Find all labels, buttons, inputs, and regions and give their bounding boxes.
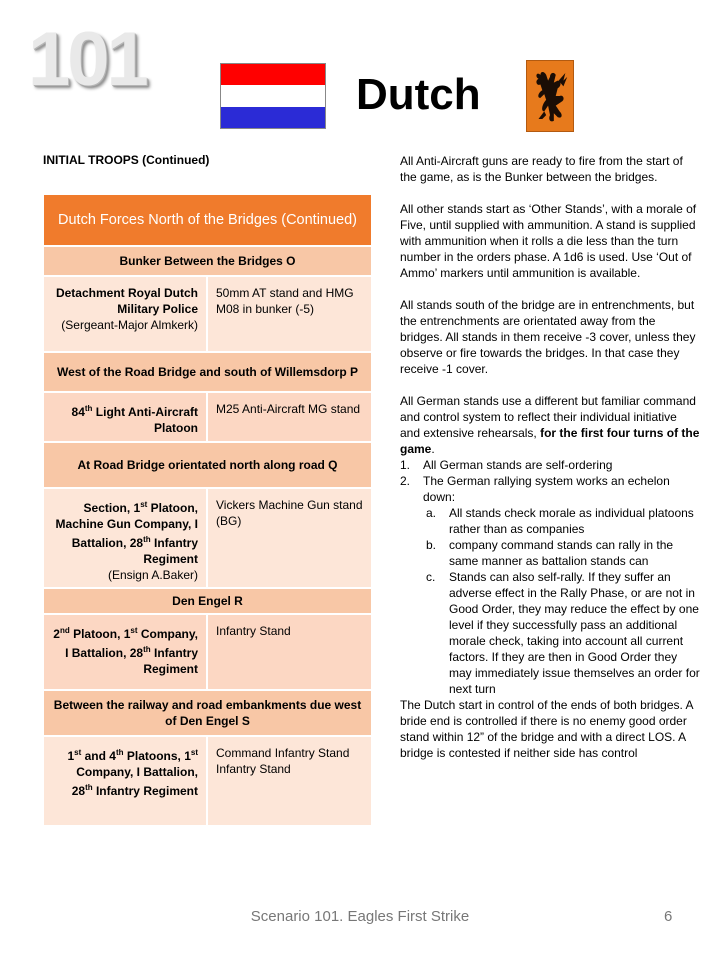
list-item-text: company command stands can rally in the same manner as battalion stands can bbox=[449, 538, 674, 568]
list-marker: b. bbox=[426, 538, 437, 552]
list-marker: 2. bbox=[400, 474, 411, 488]
unit-name bbox=[43, 488, 207, 588]
list-marker: c. bbox=[426, 570, 436, 584]
german-intro: All German stands use a different but familiar command and control system to reflect their individual initiative and extensive rehearsals, bbox=[400, 394, 696, 440]
unit-label: Detachment Royal Dutch Military Police bbox=[55, 286, 198, 316]
page-title: Dutch bbox=[356, 70, 481, 119]
list-item-text: The German rallying system works an echelon down: bbox=[423, 474, 670, 504]
list-item bbox=[400, 457, 700, 473]
scenario-number: 101 bbox=[28, 17, 146, 102]
rule-paragraph: All other stands start as ‘Other Stands’, with a morale of Five, until supplied with ammunition. A stand is supplied with ammunition when it rolls a die less than the turn number in the orders phase. A 1d6 is used. Use ‘Out of Ammo’ markers until ammunition is available. bbox=[400, 202, 697, 280]
location-heading: At Road Bridge orientated north along road Q bbox=[43, 442, 372, 488]
list-item-text: All German stands are self-ordering bbox=[423, 458, 613, 472]
german-rules-list bbox=[400, 457, 700, 505]
forces-table bbox=[42, 193, 373, 827]
german-intro-end: . bbox=[431, 442, 435, 456]
rule-paragraph: The Dutch start in control of the ends of both bridges. A bride end is controlled if there is no enemy good order stand within 12” of the bridge and with a direct LOS. A bridge is contested if neither side has control bbox=[400, 698, 693, 760]
location-heading: Bunker Between the Bridges O bbox=[43, 246, 372, 276]
unit-name bbox=[43, 392, 207, 442]
unit-name bbox=[43, 736, 207, 826]
unit-label: 84th Light Anti-Aircraft Platoon bbox=[71, 404, 198, 435]
location-heading: West of the Road Bridge and south of Willemsdorp P bbox=[43, 352, 372, 392]
list-item bbox=[400, 505, 700, 537]
german-command-paragraph bbox=[400, 393, 700, 457]
unit-stands: Infantry Stand bbox=[207, 614, 372, 690]
location-heading: Between the railway and road embankments due west of Den Engel S bbox=[43, 690, 372, 736]
unit-label: 1st and 4th Platoons, 1st Company, I Battalion, 28th Infantry Regiment bbox=[67, 748, 198, 798]
location-heading: Den Engel R bbox=[43, 588, 372, 614]
german-intro-emphasis: for the first four turns of the game bbox=[400, 426, 700, 456]
rule-paragraph: All Anti-Aircraft guns are ready to fire from the start of the game, as is the Bunker between the bridges. bbox=[400, 154, 683, 184]
list-item-text: Stands can also self-rally. If they suffer an adverse effect in the Rally Phase, or are not in Good Order, they may reduce the effect by one level if they successfully pass an additional morale check, taking into account all current factors. If they are then in Good Order they may immediately issue themselves an order for next turn bbox=[449, 570, 700, 696]
list-item bbox=[400, 569, 700, 697]
orange-lion-emblem-icon bbox=[526, 60, 574, 132]
unit-stands: Vickers Machine Gun stand (BG) bbox=[207, 488, 372, 588]
unit-commander: (Ensign A.Baker) bbox=[107, 568, 198, 582]
page-number: 6 bbox=[664, 908, 673, 925]
table-title: Dutch Forces North of the Bridges (Continued) bbox=[43, 194, 372, 246]
unit-stands: M25 Anti-Aircraft MG stand bbox=[207, 392, 372, 442]
unit-name bbox=[43, 276, 207, 352]
unit-stands: Command Infantry Stand Infantry Stand bbox=[207, 736, 372, 826]
footer-title: Scenario 101. Eagles First Strike bbox=[250, 908, 470, 925]
unit-label: Section, 1st Platoon, Machine Gun Company, I Battalion, 28th Infantry Regiment bbox=[55, 500, 198, 566]
list-item bbox=[400, 537, 700, 569]
unit-stands: 50mm AT stand and HMG M08 in bunker (-5) bbox=[207, 276, 372, 352]
unit-name bbox=[43, 614, 207, 690]
rule-paragraph: All stands south of the bridge are in entrenchments, but the entrenchments are orientated away from the bridges. All stands in them receive -3 cover, unless they observe or fire towards the bridges. In that case they receive -1 cover. bbox=[400, 298, 696, 376]
rules-text bbox=[400, 153, 700, 761]
section-heading: INITIAL TROOPS (Continued) bbox=[43, 153, 210, 167]
unit-commander: (Sergeant-Major Almkerk) bbox=[61, 318, 198, 332]
rally-rules-list bbox=[400, 505, 700, 697]
dutch-flag-icon bbox=[220, 63, 326, 129]
unit-label: 2nd Platoon, 1st Company, I Battalion, 28th Infantry Regiment bbox=[53, 626, 198, 676]
list-marker: 1. bbox=[400, 458, 411, 472]
list-marker: a. bbox=[426, 506, 437, 520]
list-item bbox=[400, 473, 700, 505]
list-item-text: All stands check morale as individual platoons rather than as companies bbox=[449, 506, 694, 536]
